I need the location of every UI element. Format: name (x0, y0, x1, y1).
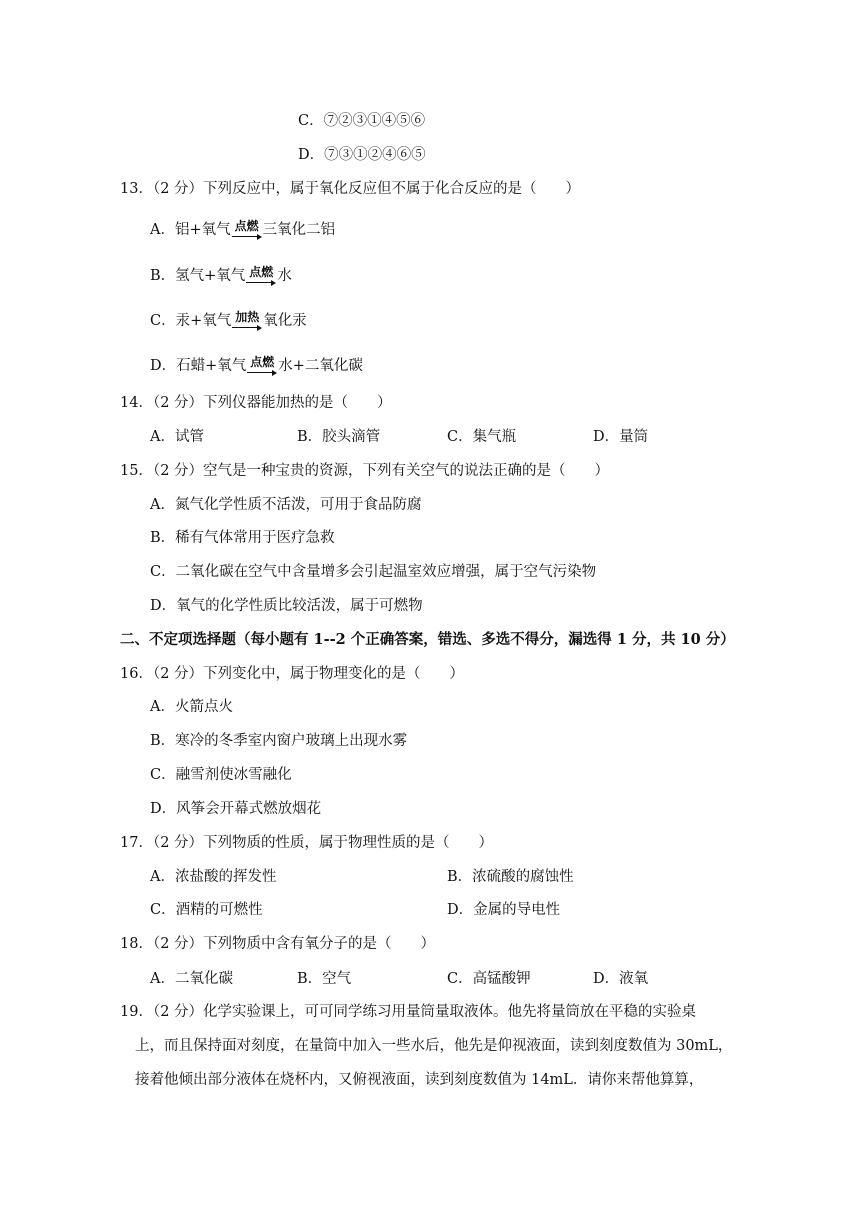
q14-option-a: A．试管 (150, 429, 204, 445)
reaction-arrow-icon (247, 369, 277, 376)
q13-b-reactants: B．氢气+氧气 (150, 268, 246, 284)
q13-option-d (150, 356, 363, 380)
q13-d-condition: 点燃 (250, 355, 275, 369)
q18-option-b: B．空气 (297, 971, 352, 987)
q13-d-reactants: D．石蜡+氧气 (150, 358, 247, 374)
q17-options-row1 (150, 867, 750, 887)
q16-option-b: B．寒冷的冬季室内窗户玻璃上出现水雾 (150, 733, 408, 749)
q13-a-products: 三氧化二铝 (262, 222, 336, 238)
q17-option-c: C．酒精的可燃性 (150, 902, 263, 918)
q13-c-products: 氧化汞 (263, 313, 307, 329)
q14-option-b: B．胶头滴管 (297, 429, 381, 445)
q19-line3: 接着他倾出部分液体在烧杯内，又俯视液面，读到刻度数值为 14mL．请你来帮他算算， (135, 1072, 704, 1088)
q17-stem: 17．（2 分）下列物质的性质，属于物理性质的是（ ） (120, 835, 494, 851)
q13-option-a (150, 220, 335, 244)
reaction-arrow-icon (246, 279, 276, 286)
q13-option-b (150, 266, 292, 290)
q13-stem: 13．（2 分）下列反应中，属于氧化反应但不属于化合反应的是（ ） (120, 181, 581, 197)
q15-option-a: A．氮气化学性质不活泼，可用于食品防腐 (150, 497, 422, 513)
q18-stem: 18．（2 分）下列物质中含有氧分子的是（ ） (120, 936, 436, 952)
q15-option-c: C．二氧化碳在空气中含量增多会引起温室效应增强，属于空气污染物 (150, 564, 597, 580)
q13-c-reactants: C．汞+氧气 (150, 313, 232, 329)
q13-d-products: 水+二氧化碳 (278, 358, 363, 374)
section-heading: 二、不定项选择题（每小题有 1--2 个正确答案，错选、多选不得分，漏选得 1 分，共 10 分） (120, 631, 735, 648)
q17-option-d: D．金属的导电性 (447, 902, 561, 918)
q14-option-c: C．集气瓶 (447, 429, 517, 445)
q17-option-b: B．浓硫酸的腐蚀性 (447, 869, 574, 885)
q16-stem: 16．（2 分）下列变化中，属于物理变化的是（ ） (120, 666, 465, 682)
q13-b-products: 水 (277, 268, 292, 284)
q18-option-d: D．液氧 (593, 971, 649, 987)
q19-line2: 上，而且保持面对刻度，在量筒中加入一些水后，他先是仰视液面，读到刻度数值为 30mL， (135, 1038, 733, 1054)
q12-option-c: C．⑦②③①④⑤⑥ (298, 113, 426, 129)
q14-option-d: D．量筒 (593, 429, 649, 445)
q15-option-d: D．氧气的化学性质比较活泼，属于可燃物 (150, 598, 423, 614)
q18-option-c: C．高锰酸钾 (447, 971, 531, 987)
q13-a-condition: 点燃 (234, 219, 259, 233)
q14-stem: 14．（2 分）下列仪器能加热的是（ ） (120, 395, 392, 411)
q15-option-b: B．稀有气体常用于医疗急救 (150, 530, 335, 546)
q12-option-d: D．⑦③①②④⑥⑤ (298, 147, 426, 163)
q15-stem: 15．（2 分）空气是一种宝贵的资源，下列有关空气的说法正确的是（ ） (120, 463, 610, 479)
q16-option-c: C．融雪剂使冰雪融化 (150, 767, 292, 783)
q16-option-a: A．火箭点火 (150, 699, 233, 715)
q14-options (150, 427, 750, 447)
q13-a-reactants: A．铝+氧气 (150, 222, 231, 238)
q18-option-a: A．二氧化碳 (150, 971, 233, 987)
q19-line1: 19．（2 分）化学实验课上，可可同学练习用量筒量取液体。他先将量筒放在平稳的实验桌 (120, 1004, 697, 1020)
q18-options (150, 969, 750, 989)
reaction-arrow-icon (232, 324, 262, 331)
q13-c-condition: 加热 (235, 310, 260, 324)
q17-option-a: A．浓盐酸的挥发性 (150, 869, 277, 885)
q13-option-c (150, 311, 307, 335)
q16-option-d: D．风筝会开幕式燃放烟花 (150, 801, 322, 817)
q13-b-condition: 点燃 (249, 265, 274, 279)
q17-options-row2 (150, 900, 750, 920)
reaction-arrow-icon (232, 233, 262, 240)
